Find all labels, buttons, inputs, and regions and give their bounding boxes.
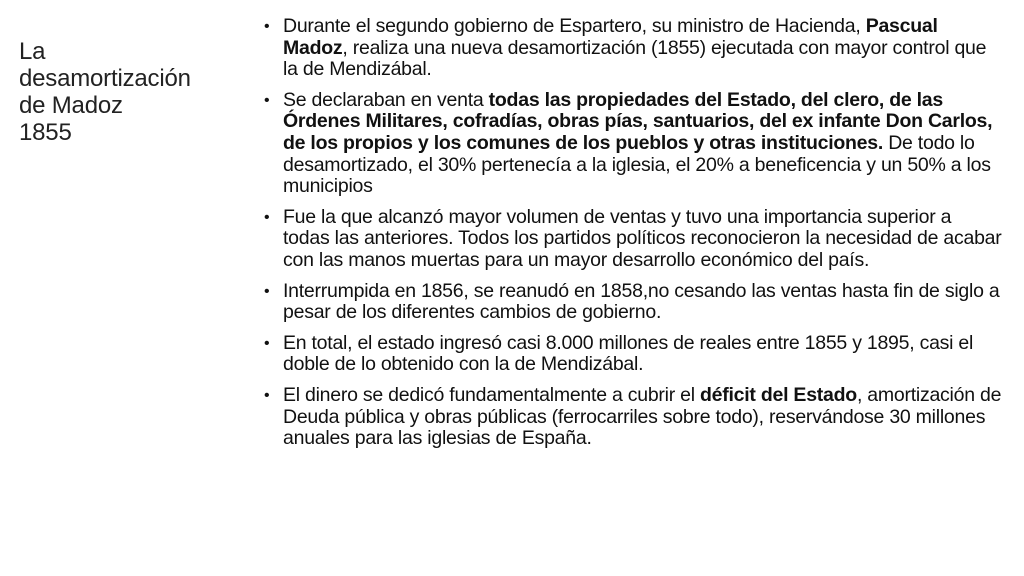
bullet-item xyxy=(262,16,1002,81)
bullet-bold-text: Pascual Madoz xyxy=(283,15,938,59)
bullet-bold-text: déficit del Estado xyxy=(700,383,857,406)
bullet-dot-icon: • xyxy=(264,282,270,300)
bullet-text: El dinero se dedicó fundamentalmente a cubrir el xyxy=(283,383,700,406)
bullet-text: Interrumpida en 1856, se reanudó en 1858,no cesando las ventas hasta fin de siglo a pesar de los diferentes cambios de gobierno. xyxy=(283,279,1000,324)
title-line: La xyxy=(19,38,46,65)
bullet-dot-icon: • xyxy=(264,208,270,226)
bullet-item xyxy=(262,333,1002,376)
bullet-item xyxy=(262,90,1002,198)
bullet-text: , realiza una nueva desamortización (1855) ejecutada con mayor control que la de Mendizábal. xyxy=(283,36,987,81)
bullet-item xyxy=(262,385,1002,450)
bullet-dot-icon: • xyxy=(264,334,270,352)
bullet-item xyxy=(262,281,1002,324)
title-line: de Madoz xyxy=(19,92,123,119)
bullet-dot-icon: • xyxy=(264,18,270,35)
bullet-dot-icon: • xyxy=(264,91,270,109)
title-line: 1855 xyxy=(19,119,72,146)
bullet-dot-icon: • xyxy=(264,386,270,404)
bullet-item xyxy=(262,207,1002,272)
bullet-bold-text: todas las propiedades del Estado, del clero, de las Órdenes Militares, cofradías, obras pías, santuarios, del ex infante Don Carlos, de los propios y los comunes de los pueblos y otras instituciones. xyxy=(283,88,993,154)
bullet-list xyxy=(262,16,1002,459)
bullet-text: De todo lo desamortizado, el 30% pertenecía a la iglesia, el 20% a beneficencia y un 50% a los municipios xyxy=(283,131,991,198)
slide-title xyxy=(19,38,244,146)
bullet-text: Durante el segundo gobierno de Espartero, su ministro de Hacienda, xyxy=(283,15,866,37)
bullet-text: En total, el estado ingresó casi 8.000 millones de reales entre 1855 y 1895, casi el doble de lo obtenido con la de Mendizábal. xyxy=(283,331,974,376)
title-line: desamortización xyxy=(19,65,191,92)
bullet-text: , amortización de Deuda pública y obras públicas (ferrocarriles sobre todo), reservándose 30 millones anuales para las iglesias de España. xyxy=(283,383,1002,450)
bullet-text: Fue la que alcanzó mayor volumen de ventas y tuvo una importancia superior a todas las anteriores. Todos los partidos políticos reconocieron la necesidad de acabar con las manos muertas para un mayor desarrollo económico del país. xyxy=(283,205,1002,271)
bullet-text: Se declaraban en venta xyxy=(283,88,489,111)
